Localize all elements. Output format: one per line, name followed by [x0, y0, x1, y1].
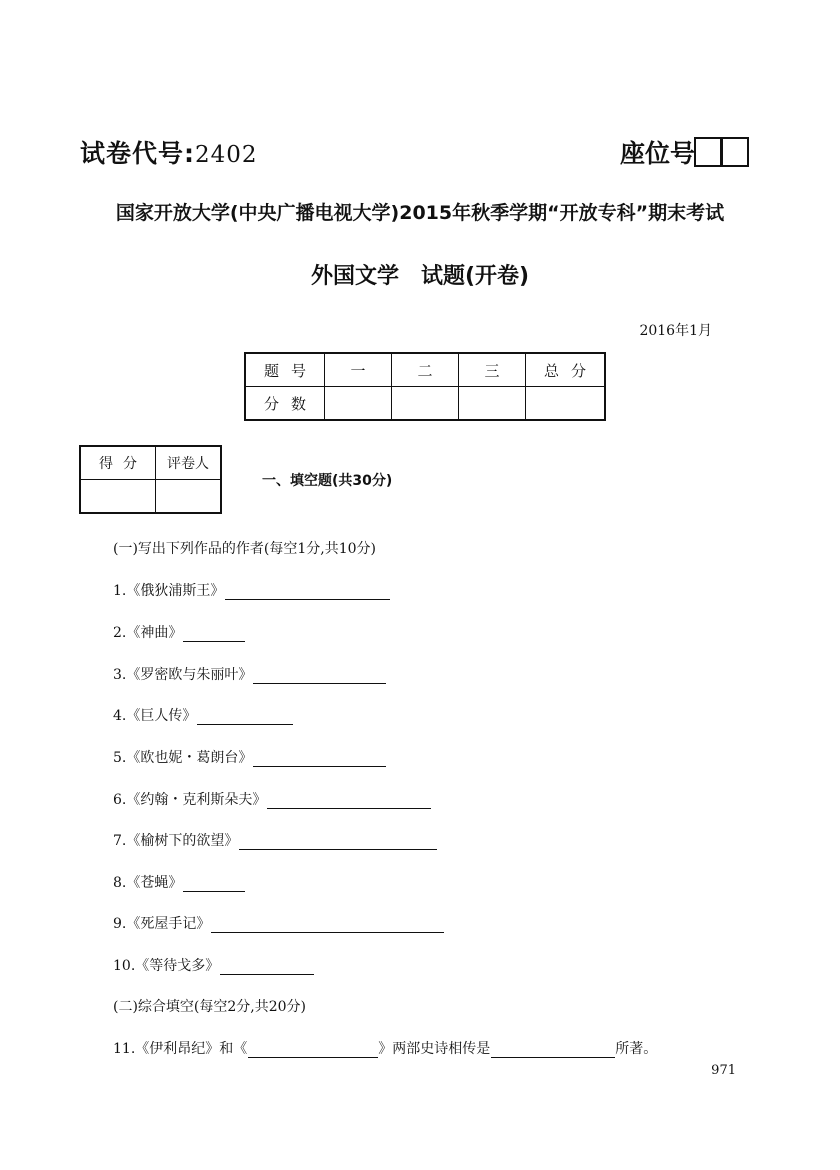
- answer-blank[interactable]: [220, 960, 314, 975]
- exam-code-number: 2402: [195, 142, 258, 168]
- answer-blank[interactable]: [491, 1043, 615, 1058]
- answer-blank[interactable]: [211, 918, 444, 933]
- grader-table: [79, 445, 222, 514]
- answer-blank[interactable]: [225, 585, 390, 600]
- seat-box-1: [694, 137, 722, 167]
- answer-blank[interactable]: [183, 627, 245, 642]
- question-3: [113, 664, 386, 684]
- exam-date: 2016年1月: [639, 323, 712, 339]
- seat-number: [620, 134, 749, 170]
- question-8: [113, 872, 245, 892]
- answer-blank[interactable]: [239, 835, 437, 850]
- score-table: [244, 352, 606, 421]
- question-text: 1.《俄狄浦斯王》: [113, 583, 225, 599]
- question-text: 3.《罗密欧与朱丽叶》: [113, 667, 253, 683]
- question-2: [113, 622, 245, 642]
- score-cell-total: [526, 387, 606, 421]
- question-text: 5.《欧也妮・葛朗台》: [113, 750, 253, 766]
- grader-score-label: 得分: [80, 446, 156, 480]
- score-cell-2: [392, 387, 459, 421]
- score-table-header-row: [245, 353, 605, 387]
- question-10: [113, 955, 314, 975]
- grader-name-label: 评卷人: [156, 446, 222, 480]
- score-col-2: 二: [392, 353, 459, 387]
- score-row-label-question: 题号: [245, 353, 325, 387]
- score-col-total: 总分: [526, 353, 606, 387]
- exam-title: 外国文学 试题(开卷): [310, 264, 530, 289]
- question-5: [113, 747, 386, 767]
- answer-blank[interactable]: [253, 669, 386, 684]
- answer-blank[interactable]: [197, 710, 293, 725]
- question-text: 所著。: [615, 1041, 658, 1057]
- part2-title: (二)综合填空(每空2分,共20分): [113, 999, 307, 1015]
- question-text: 6.《约翰・克利斯朵夫》: [113, 792, 267, 808]
- question-text: 10.《等待戈多》: [113, 958, 220, 974]
- answer-blank[interactable]: [253, 752, 386, 767]
- answer-blank[interactable]: [248, 1043, 378, 1058]
- question-6: [113, 789, 431, 809]
- question-text: 4.《巨人传》: [113, 708, 197, 724]
- section-title: 一、填空题(共30分): [262, 473, 393, 489]
- question-text: 7.《榆树下的欲望》: [113, 833, 239, 849]
- page-number: 971: [711, 1063, 736, 1078]
- grader-name-cell: [156, 480, 222, 514]
- score-row-label-score: 分数: [245, 387, 325, 421]
- seat-box-2: [721, 137, 749, 167]
- question-text: 9.《死屋手记》: [113, 916, 211, 932]
- question-7: [113, 830, 437, 850]
- question-4: [113, 705, 293, 725]
- score-table-score-row: [245, 387, 605, 421]
- question-9: [113, 913, 444, 933]
- seat-number-label: 座位号: [620, 139, 696, 168]
- question-1: [113, 580, 390, 600]
- part1-title: (一)写出下列作品的作者(每空1分,共10分): [113, 541, 377, 557]
- score-cell-3: [459, 387, 526, 421]
- question-text: 11.《伊利昂纪》和《: [113, 1041, 248, 1057]
- question-text: 8.《苍蝇》: [113, 875, 183, 891]
- answer-blank[interactable]: [267, 794, 431, 809]
- exam-code-label: 试卷代号:: [80, 139, 195, 168]
- exam-code: [80, 134, 258, 170]
- question-text: 》两部史诗相传是: [378, 1041, 491, 1057]
- grader-score-cell: [80, 480, 156, 514]
- answer-blank[interactable]: [183, 877, 245, 892]
- score-col-1: 一: [325, 353, 392, 387]
- question-11: [113, 1038, 657, 1058]
- university-line: 国家开放大学(中央广播电视大学)2015年秋季学期“开放专科”期末考试: [115, 202, 725, 224]
- score-col-3: 三: [459, 353, 526, 387]
- score-cell-1: [325, 387, 392, 421]
- question-text: 2.《神曲》: [113, 625, 183, 641]
